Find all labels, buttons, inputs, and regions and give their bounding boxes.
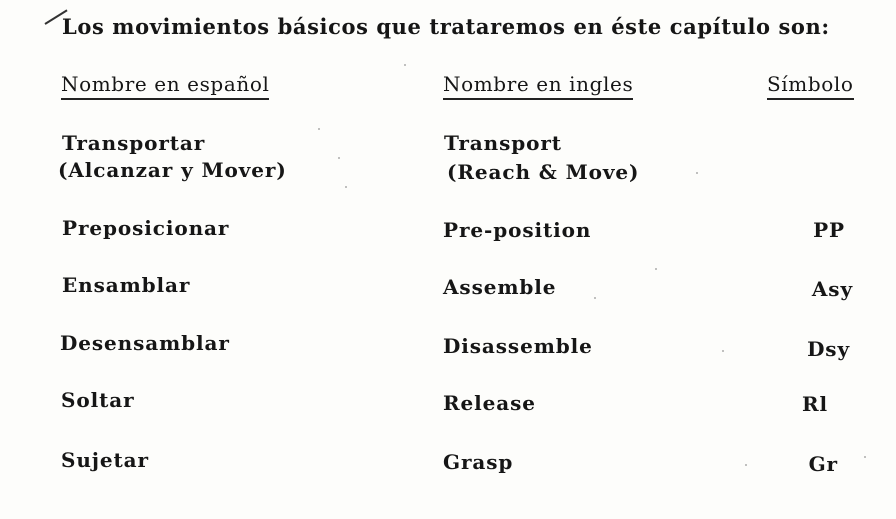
scan-speck xyxy=(318,128,320,130)
scan-speck xyxy=(745,464,747,466)
row-symbol: Gr xyxy=(808,452,838,476)
intro-sentence: Los movimientos básicos que trataremos en éste capítulo son: xyxy=(62,14,830,39)
scan-speck xyxy=(404,64,406,66)
header-english-name: Nombre en ingles xyxy=(443,72,633,100)
scan-speck xyxy=(345,186,347,188)
row-spanish-name: Desensamblar xyxy=(60,331,230,355)
header-spanish-name: Nombre en español xyxy=(61,72,269,100)
row-spanish-name: Sujetar xyxy=(61,448,149,472)
scan-speck xyxy=(722,350,724,352)
scan-speck xyxy=(338,157,340,159)
row-symbol: PP xyxy=(813,218,845,242)
row-english-name: Pre-position xyxy=(443,218,592,242)
row-english-name: Transport xyxy=(444,131,562,155)
row-symbol: Rl xyxy=(801,392,828,416)
header-symbol: Símbolo xyxy=(767,72,854,100)
row-spanish-name: Ensamblar xyxy=(62,273,191,297)
scan-speck xyxy=(864,456,866,458)
scan-speck xyxy=(655,268,657,270)
row-english-name: Assemble xyxy=(443,275,557,299)
row-symbol: Asy xyxy=(811,277,853,301)
row-english-name: Grasp xyxy=(443,450,514,474)
row-symbol: Dsy xyxy=(807,337,850,361)
row-english-name-line2: (Reach & Move) xyxy=(447,160,640,184)
row-spanish-name: Soltar xyxy=(61,388,135,412)
scan-speck xyxy=(594,297,596,299)
row-english-name: Release xyxy=(443,391,536,415)
row-spanish-name-line2: (Alcanzar y Mover) xyxy=(58,158,287,182)
row-english-name: Disassemble xyxy=(443,334,593,358)
scan-speck xyxy=(696,172,698,174)
row-spanish-name: Preposicionar xyxy=(62,216,230,240)
row-spanish-name: Transportar xyxy=(62,131,206,155)
